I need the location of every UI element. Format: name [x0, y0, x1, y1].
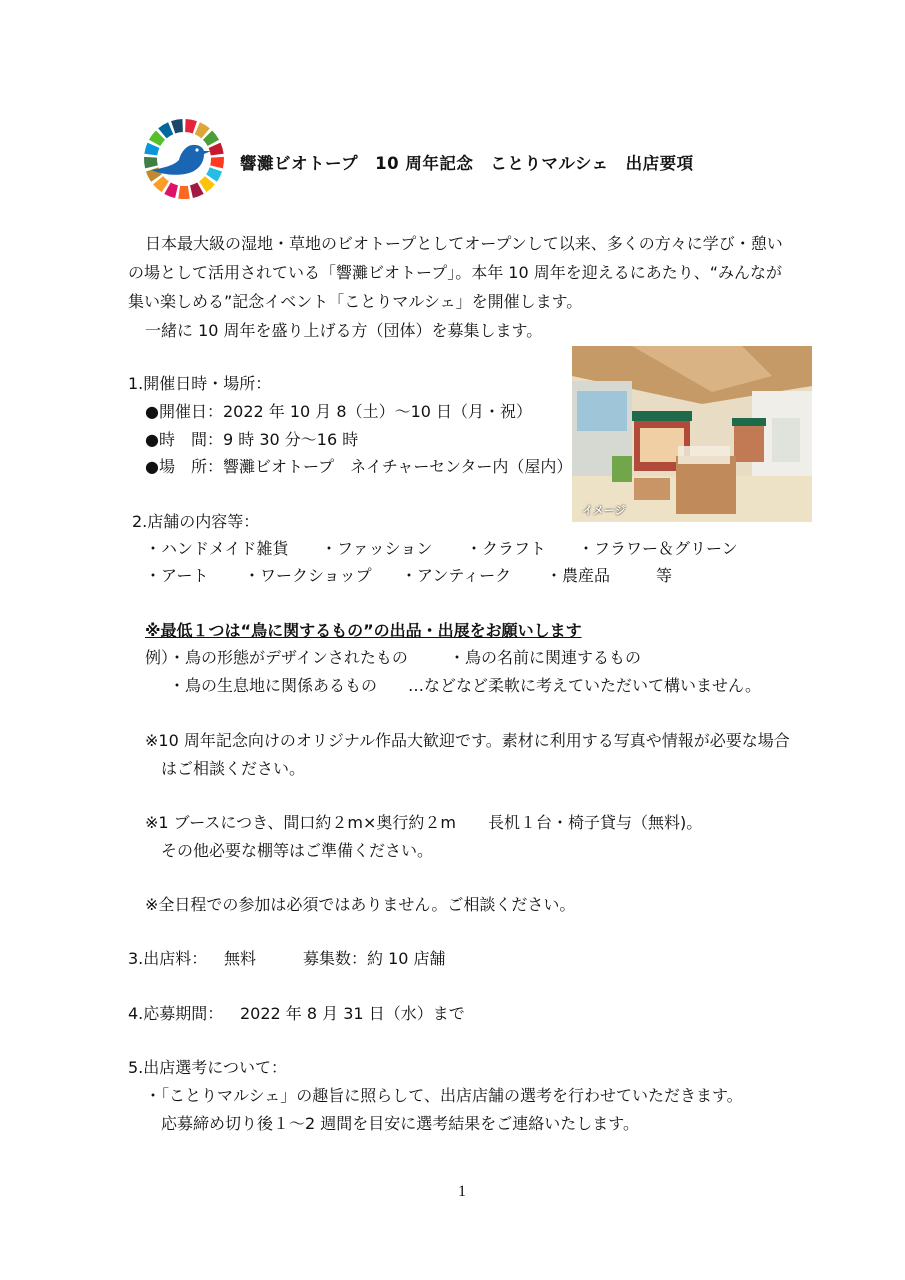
deadline-value: 2022 年 8 月 31 日（水）まで [240, 1004, 465, 1023]
example-item: ・鳥の生息地に関係あるもの [169, 676, 378, 695]
category-item: ・アート [145, 566, 209, 585]
category-item: ・クラフト [466, 539, 547, 558]
section-2-heading: 2.店舗の内容等： [132, 512, 260, 531]
booth-note-cont: その他必要な棚等はご準備ください。 [161, 841, 434, 860]
bird-eye-icon [195, 148, 198, 151]
selection-line-1: ・「ことりマルシェ」の趣旨に照らして、出店店舗の選考を行わせていただきます。 [145, 1086, 743, 1105]
original-work-note-cont: はご相談ください。 [161, 759, 306, 778]
event-date: ●開催日：2022 年 10 月 8（土）～10 日（月・祝） [145, 402, 533, 421]
logo-segment [185, 119, 197, 133]
logo-segment [210, 157, 224, 168]
store-count: 募集数：約 10 店舗 [303, 949, 446, 968]
category-item: ・ワークショップ [244, 566, 372, 585]
intro-line-2: の場として活用されている「響灘ビオトープ」。本年 10 周年を迎えるにあたり、“みんなが [128, 263, 783, 282]
page-number: 1 [458, 1183, 466, 1200]
bird-icon [151, 145, 211, 175]
intro-line-1: 日本最大級の湿地・草地のビオトープとしてオープンして以来、多くの方々に学び・憩い [145, 234, 783, 253]
category-item: ・ファッション [321, 539, 433, 558]
category-item: ・ハンドメイド雑貨 [145, 539, 289, 558]
example-item: ・鳥の名前に関連するもの [449, 648, 642, 667]
page-title: 響灘ビオトープ 10 周年記念 ことりマルシェ 出店要項 [240, 154, 694, 173]
example-label: 例） [145, 648, 178, 667]
event-time: ●時 間：9 時 30 分～16 時 [145, 430, 359, 449]
intro-line-3: 集い楽しめる”記念イベント「ことりマルシェ」を開催します。 [128, 292, 583, 311]
nature-center-photo [572, 346, 812, 522]
category-etc: 等 [656, 566, 673, 585]
example-item: …などなど柔軟に考えていただいて構いません。 [408, 676, 761, 695]
section-1-heading: 1.開催日時・場所： [128, 374, 272, 393]
section-5-heading: 5.出店選考について： [128, 1058, 287, 1077]
original-work-note: ※10 周年記念向けのオリジナル作品大歓迎です。素材に利用する写真や情報が必要な場合 [145, 731, 790, 750]
logo-segment [144, 143, 159, 156]
sdgs-logo [143, 118, 225, 200]
category-item: ・フラワー＆グリーン [578, 539, 738, 558]
logo-segment [209, 143, 224, 156]
bird-requirement-note: ※最低１つは“鳥に関するもの”の出品・出展をお願いします [145, 621, 582, 640]
fee-value: 無料 [224, 949, 257, 968]
participation-note: ※全日程での参加は必須ではありません。ご相談ください。 [145, 895, 576, 914]
logo-segment [144, 157, 158, 168]
intro-line-4: 一緒に 10 周年を盛り上げる方（団体）を募集します。 [145, 321, 543, 340]
photo-caption: イメージ [582, 504, 626, 517]
selection-line-2: 応募締め切り後１～2 週間を目安に選考結果をご連絡いたします。 [161, 1114, 639, 1133]
logo-segment [171, 119, 183, 133]
example-item: ・鳥の形態がデザインされたもの [169, 648, 408, 667]
booth-note: ※1 ブースにつき、間口約２m×奥行約２m 長机１台・椅子貸与（無料)。 [145, 813, 703, 832]
event-place: ●場 所：響灘ビオトープ ネイチャーセンター内（屋内） [145, 457, 573, 476]
category-item: ・農産品 [546, 566, 611, 585]
section-3-label: 3.出店料： [128, 949, 208, 968]
category-item: ・アンティーク [401, 566, 512, 585]
section-4-label: 4.応募期間： [128, 1004, 224, 1023]
logo-segment [178, 186, 190, 199]
